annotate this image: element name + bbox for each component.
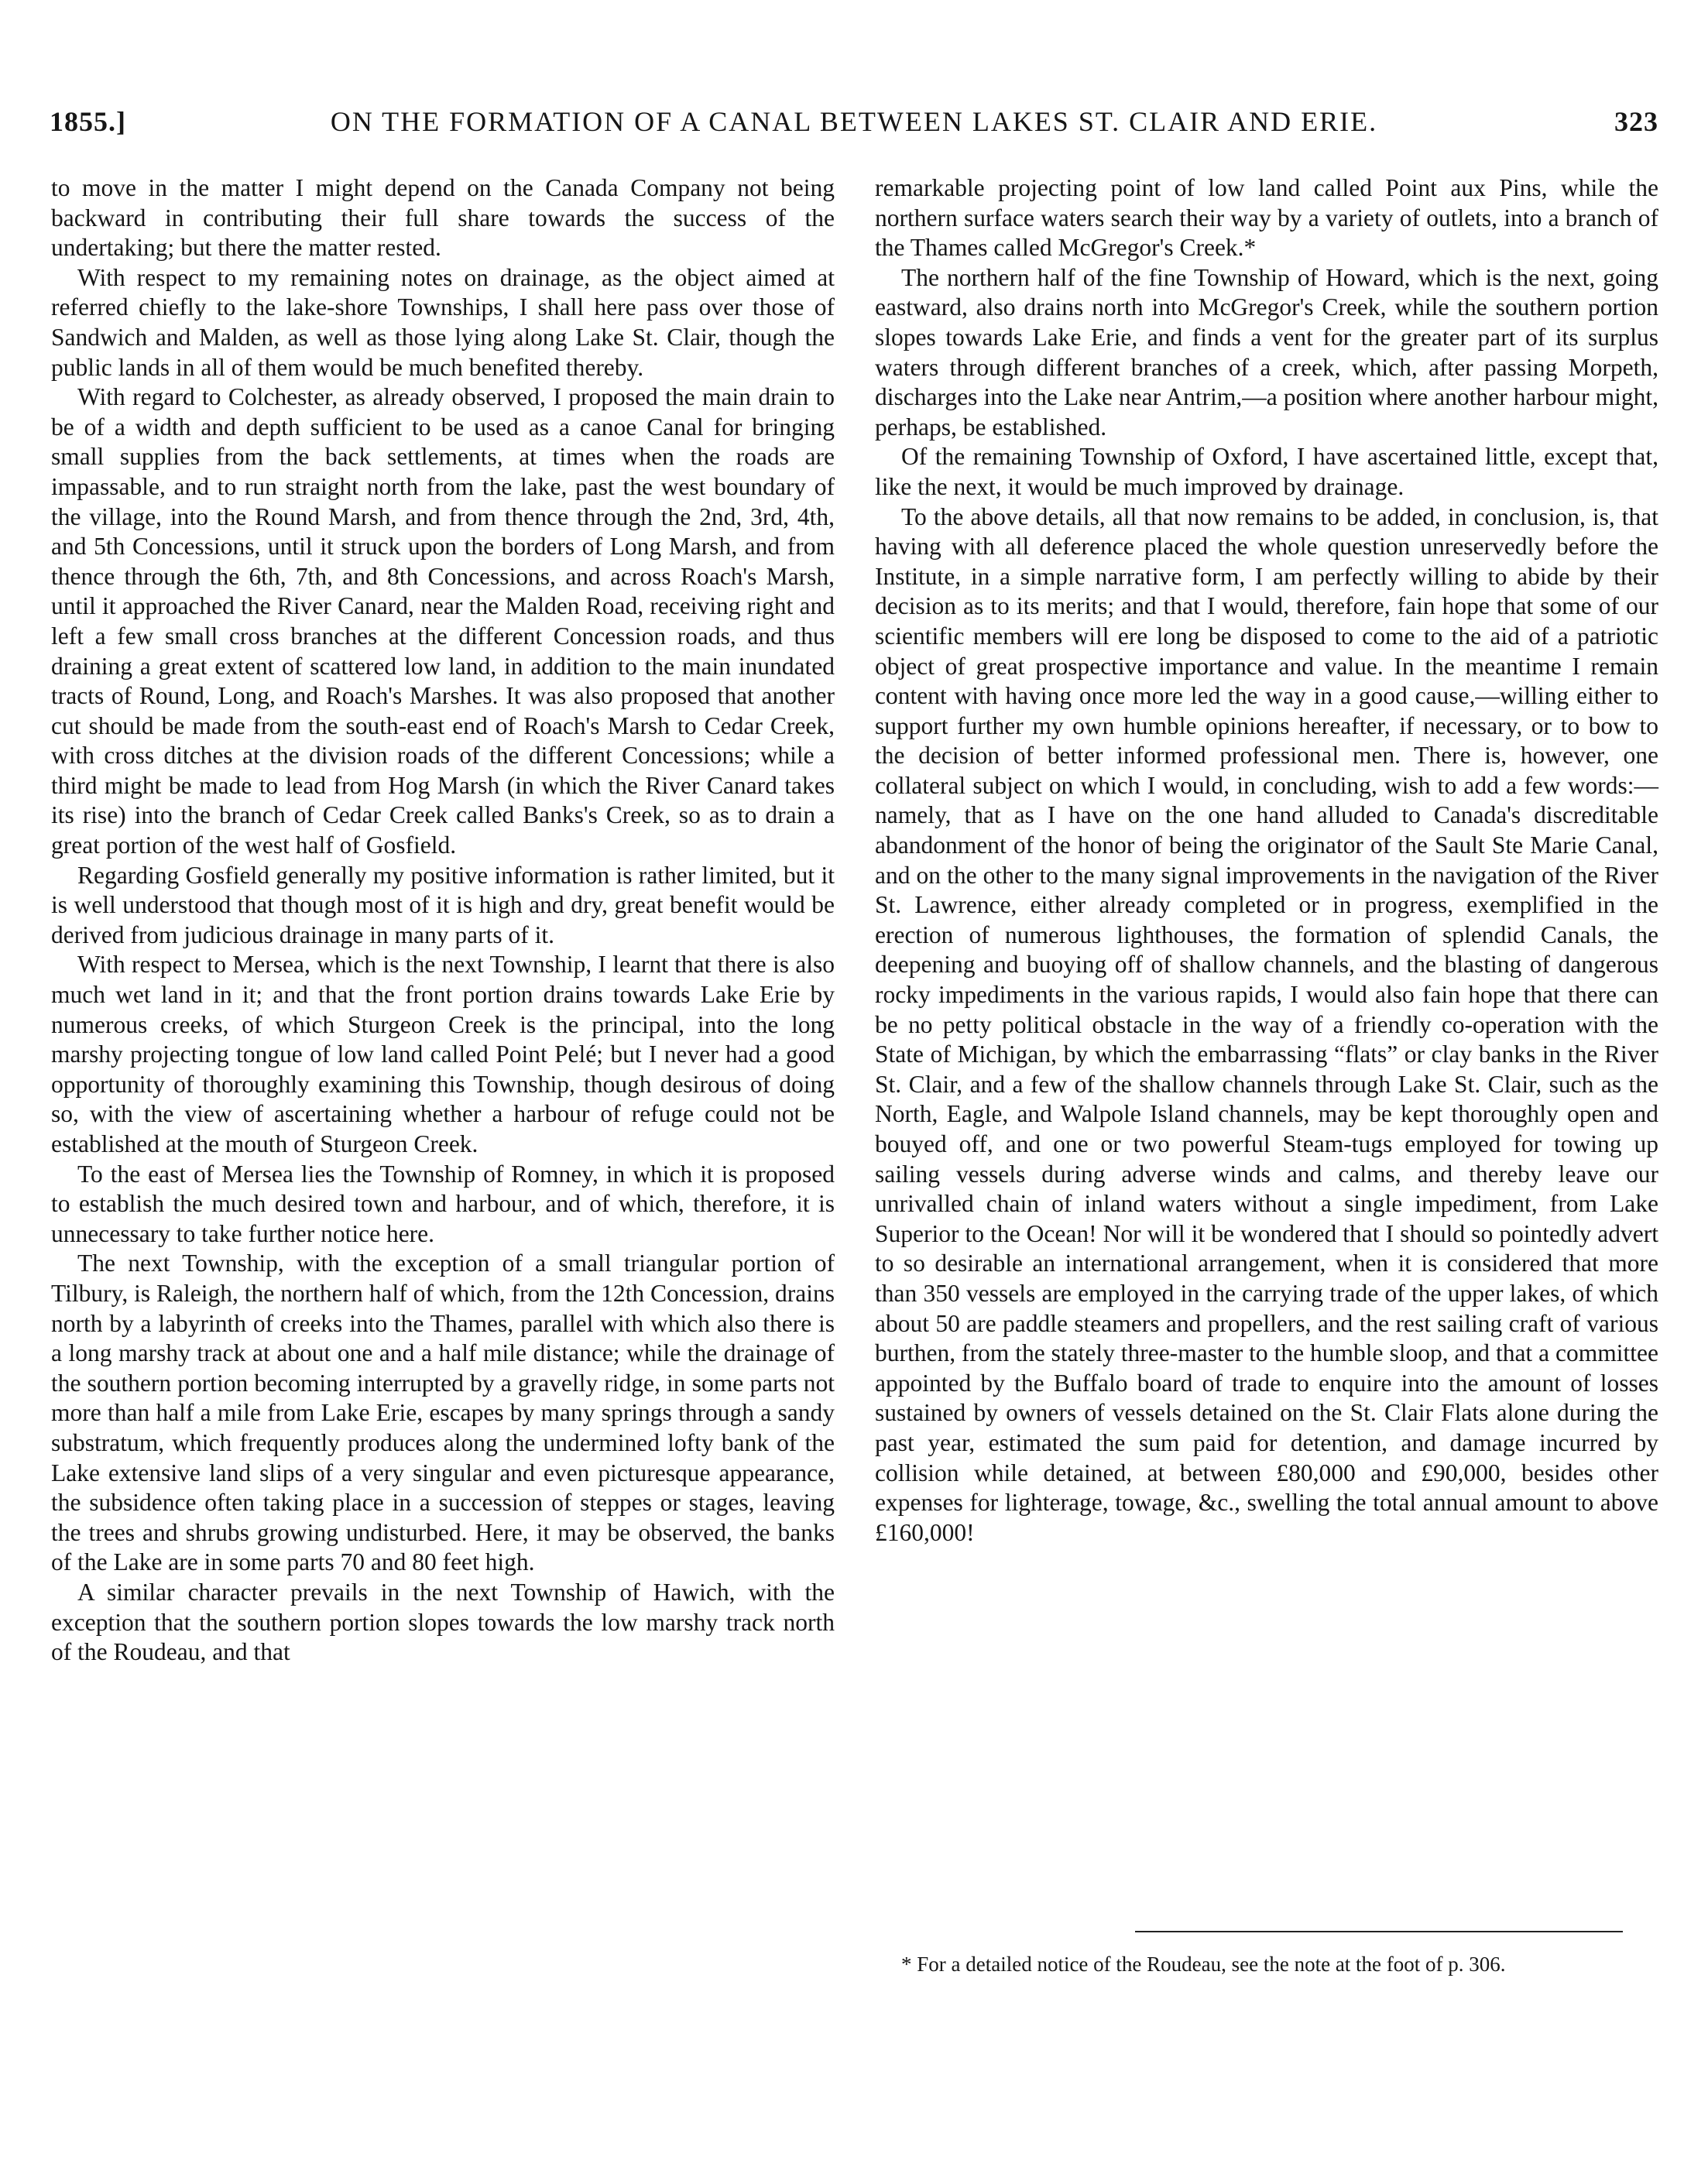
left-column	[51, 173, 835, 1668]
paragraph: to move in the matter I might depend on the Canada Company not being backward in contributing their full share towards the success of the undertaking; but there the matter rested.	[51, 174, 835, 262]
footnote: * For a detailed notice of the Roudeau, see the note at the foot of p. 306.	[901, 1953, 1506, 1976]
right-column	[875, 173, 1658, 1548]
paragraph: To the east of Mersea lies the Township of Romney, in which it is proposed to establish the much desired town and harbour, and of which, therefore, it is unnecessary to take further notice here.	[51, 1160, 835, 1247]
paragraph: remarkable projecting point of low land called Point aux Pins, while the northern surface waters search their way by a variety of outlets, into a branch of the Thames called McGregor's Creek.*	[875, 174, 1658, 262]
header-year: 1855.]	[50, 106, 126, 137]
paragraph: The next Township, with the exception of a small triangular portion of Tilbury, is Raleigh, the northern half of which, from the 12th Concession, drains north by a labyrinth of creeks into the Thames, parallel with which also there is a long marshy track at about one and a half mile distance; while the drainage of the southern portion becoming interrupted by a gravelly ridge, in some parts not more than half a mile from Lake Erie, escapes by many springs through a sandy substratum, which frequently produces along the undermined lofty bank of the Lake extensive land slips of a very singular and even picturesque appearance, the subsidence often taking place in a succession of steppes or stages, leaving the trees and shrubs growing undisturbed. Here, it may be observed, the banks of the Lake are in some parts 70 and 80 feet high.	[51, 1250, 835, 1576]
paragraph: The northern half of the fine Township of Howard, which is the next, going eastward, also drains north into McGregor's Creek, while the southern portion slopes towards Lake Erie, and finds a vent for the greater part of its surplus waters through different branches of a creek, which, after passing Morpeth, discharges into the Lake near Antrim,—a position where another harbour might, perhaps, be established.	[875, 263, 1658, 441]
paragraph: With respect to Mersea, which is the next Township, I learnt that there is also much wet land in it; and that the front portion drains towards Lake Erie by numerous creeks, of which Sturgeon Creek is the principal, into the long marshy projecting tongue of low land called Point Pelé; but I never had a good opportunity of thoroughly examining this Township, though desirous of doing so, with the view of ascertaining whether a harbour of refuge could not be established at the mouth of Sturgeon Creek.	[51, 951, 835, 1157]
paragraph: Regarding Gosfield generally my positive information is rather limited, but it is well understood that though most of it is high and dry, great benefit would be derived from judicious drainage in many parts of it.	[51, 861, 835, 948]
header-title: ON THE FORMATION OF A CANAL BETWEEN LAKES ST. CLAIR AND ERIE.	[330, 106, 1378, 137]
paragraph: With respect to my remaining notes on drainage, as the object aimed at referred chiefly to the lake-shore Townships, I shall here pass over those of Sandwich and Malden, as well as those lying along Lake St. Clair, though the public lands in all of them would be much benefited thereby.	[51, 263, 835, 381]
footnote-rule	[1135, 1931, 1623, 1932]
paragraph: A similar character prevails in the next Township of Hawich, with the exception that the southern portion slopes towards the low marshy track north of the Roudeau, and that	[51, 1578, 835, 1666]
paragraph: To the above details, all that now remains to be added, in conclusion, is, that having with all deference placed the whole question unreservedly before the Institute, in a simple narrative form, I am perfectly willing to abide by their decision as to its merits; and that I would, therefore, fain hope that some of our scientific members will ere long be disposed to come to the aid of a patriotic object of great prospective importance and value. In the meantime I remain content with having once more led the way in a good cause,—willing either to support further my own humble opinions hereafter, if necessary, or to bow to the decision of better informed professional men. There is, however, one collateral subject on which I would, in concluding, wish to add a few words:—namely, that as I have on the one hand alluded to Canada's discreditable abandonment of the honor of being the originator of the Sault Ste Marie Canal, and on the other to the many signal improvements in the navigation of the River St. Lawrence, either already completed or in progress, exemplified in the erection of numerous lighthouses, the formation of splendid Canals, the deepening and buoying off of shallow channels, and the blasting of dangerous rocky impediments in the various rapids, I would also fain hope that there can be no petty political obstacle in the way of a friendly co-operation with the State of Michigan, by which the embarrassing “flats” or clay banks in the River St. Clair, and a few of the shallow channels through Lake St. Clair, such as the North, Eagle, and Walpole Island channels, may be kept thoroughly open and bouyed off, and one or two powerful Steam-tugs employed for towing up sailing vessels during adverse winds and calms, and thereby leave our unrivalled chain of inland waters without a single impediment, from Lake Superior to the Ocean! Nor will it be wondered that I should so pointedly advert to so desirable an international arrangement, when it is considered that more than 350 vessels are employed in the carrying trade of the upper lakes, of which about 50 are paddle steamers and propellers, and the rest sailing craft of various burthen, from the stately three-master to the humble sloop, and that a committee appointed by the Buffalo board of trade to enquire into the amount of losses sustained by owners of vessels detained on the St. Clair Flats alone during the past year, estimated the sum paid for detention, and damage incurred by collision while detained, at between £80,000 and £90,000, besides other expenses for lighterage, towage, &c., swelling the total annual amount to above £160,000!	[875, 502, 1658, 1546]
page-number: 323	[1614, 106, 1658, 137]
paragraph: With regard to Colchester, as already observed, I proposed the main drain to be of a width and depth sufficient to be used as a canoe Canal for bringing small supplies from the back settlements, at times when the roads are impassable, and to run straight north from the lake, past the west boundary of the village, into the Round Marsh, and from thence through the 2nd, 3rd, 4th, and 5th Concessions, until it struck upon the borders of Long Marsh, and from thence through the 6th, 7th, and 8th Concessions, and across Roach's Marsh, until it approached the River Canard, near the Malden Road, receiving right and left a few small cross branches at the different Concession roads, and thus draining a great extent of scattered low land, in addition to the main inundated tracts of Round, Long, and Roach's Marshes. It was also proposed that another cut should be made from the south-east end of Roach's Marsh to Cedar Creek, with cross ditches at the division roads of the different Concessions; while a third might be made to lead from Hog Marsh (in which the River Canard takes its rise) into the branch of Cedar Creek called Banks's Creek, so as to drain a great portion of the west half of Gosfield.	[51, 383, 835, 859]
paragraph: Of the remaining Township of Oxford, I have ascertained little, except that, like the next, it would be much improved by drainage.	[875, 443, 1658, 500]
running-header	[50, 105, 1658, 146]
